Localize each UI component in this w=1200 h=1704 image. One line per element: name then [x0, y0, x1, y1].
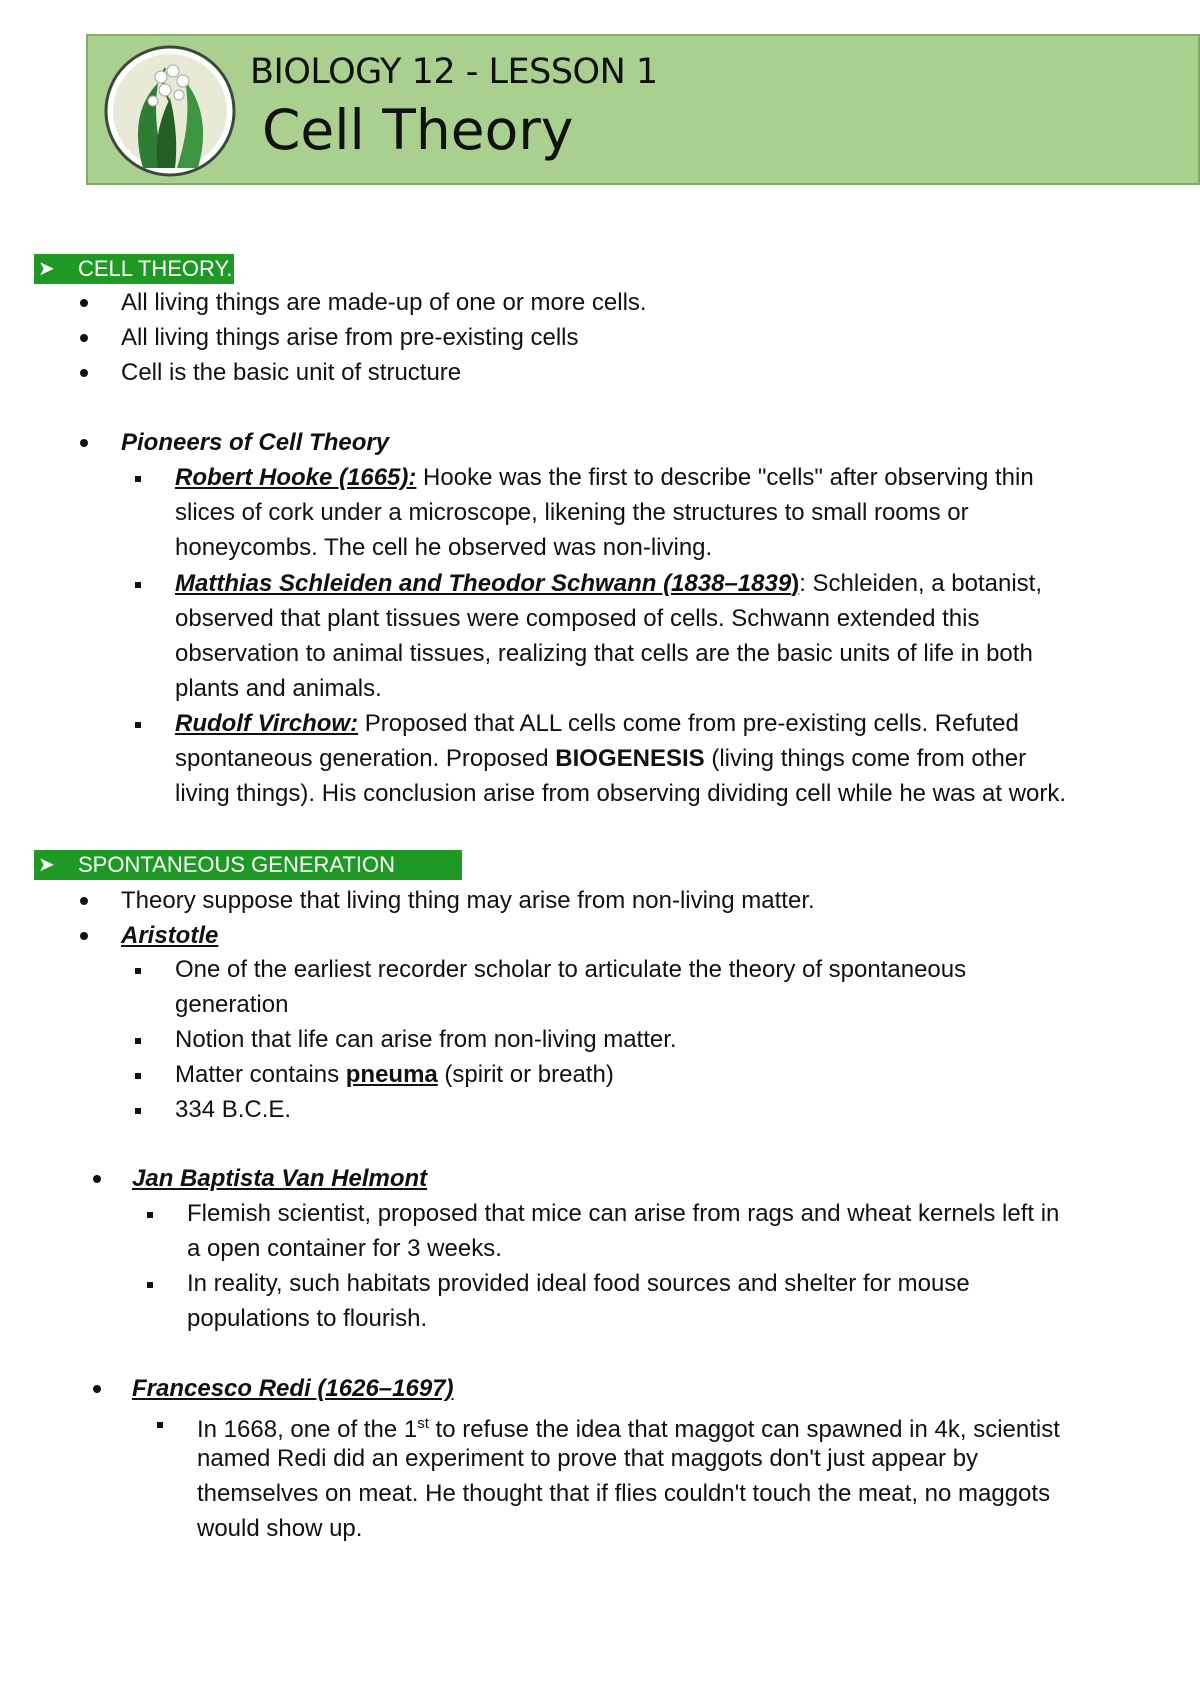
virchow-name: Rudolf Virchow:: [175, 710, 359, 737]
list-item: All living things are made-up of one or more cells.: [121, 289, 647, 316]
schleiden-name: Matthias Schleiden and Theodor Schwann (1838–1839: [175, 570, 792, 597]
bullet-icon: [80, 334, 88, 342]
lesson-label: BIOLOGY 12 - LESSON 1: [250, 52, 658, 92]
square-bullet-icon: [147, 1212, 153, 1218]
list-item-text: a open container for 3 weeks.: [187, 1235, 502, 1262]
square-bullet-icon: [135, 476, 141, 482]
list-item-text: living things). His conclusion arise from observing dividing cell while he was at work.: [175, 780, 1067, 807]
section-heading-spontaneous-generation: ➤ SPONTANEOUS GENERATION: [34, 850, 462, 880]
arrow-bullet-icon: ➤: [38, 854, 55, 876]
list-item-text: named Redi did an experiment to prove that maggots don't just appear by: [197, 1445, 979, 1472]
list-item: Theory suppose that living thing may arise from non-living matter.: [121, 887, 815, 914]
pneuma-term: pneuma: [345, 1061, 438, 1088]
list-item-schleiden: Matthias Schleiden and Theodor Schwann (1838–1839): Schleiden, a botanist,: [175, 570, 1043, 597]
hooke-name: Robert Hooke (1665):: [175, 464, 417, 491]
list-item-text: Notion that life can arise from non-living matter.: [175, 1026, 677, 1053]
list-item-text: observation to animal tissues, realizing that cells are the basic units of life in both: [175, 640, 1033, 667]
square-bullet-icon: [135, 582, 141, 588]
list-item-text: honeycombs. The cell he observed was non-living.: [175, 534, 713, 561]
list-item-text: slices of cork under a microscope, likening the structures to small rooms or: [175, 499, 969, 526]
helmont-heading: Jan Baptista Van Helmont: [132, 1165, 428, 1192]
list-item-text: themselves on meat. He thought that if flies couldn't touch the meat, no maggots: [197, 1480, 1051, 1507]
section-heading-cell-theory: ➤ CELL THEORY.: [34, 254, 234, 284]
list-item-text: generation: [175, 991, 289, 1018]
square-bullet-icon: [135, 968, 141, 974]
bullet-icon: [80, 932, 88, 940]
bullet-icon: [80, 439, 88, 447]
list-item-text: In 1668, one of the 1st to refuse the idea that maggot can spawned in 4k, scientist: [197, 1415, 1060, 1443]
square-bullet-icon: [135, 1108, 141, 1114]
bullet-icon: [80, 299, 88, 307]
square-bullet-icon: [135, 722, 141, 728]
list-item-text: plants and animals.: [175, 675, 382, 702]
bullet-icon: [93, 1385, 101, 1393]
list-item-text: In reality, such habitats provided ideal food sources and shelter for mouse: [187, 1270, 970, 1297]
lily-of-the-valley-icon: [103, 43, 238, 180]
list-item: All living things arise from pre-existing cells: [121, 324, 579, 351]
list-item-text: One of the earliest recorder scholar to articulate the theory of spontaneous: [175, 956, 967, 983]
biogenesis-term: BIOGENESIS: [555, 745, 705, 772]
list-item-text: would show up.: [197, 1515, 363, 1542]
list-item-text: populations to flourish.: [187, 1305, 428, 1332]
list-item-virchow: Rudolf Virchow: Proposed that ALL cells come from pre-existing cells. Refuted: [175, 710, 1019, 737]
arrow-bullet-icon: ➤: [38, 258, 55, 280]
redi-heading: Francesco Redi (1626–1697): [132, 1375, 454, 1402]
bullet-icon: [80, 369, 88, 377]
list-item-text: 334 B.C.E.: [175, 1096, 292, 1123]
pioneers-heading: Pioneers of Cell Theory: [121, 429, 390, 456]
bullet-icon: [80, 897, 88, 905]
list-item: Cell is the basic unit of structure: [121, 359, 462, 386]
bullet-icon: [93, 1175, 101, 1183]
list-item-text: Matter contains pneuma (spirit or breath): [175, 1061, 614, 1088]
list-item-text: spontaneous generation. Proposed BIOGENESIS (living things come from other: [175, 745, 1027, 772]
page-title: Cell Theory: [262, 98, 574, 162]
aristotle-heading: Aristotle: [121, 922, 219, 949]
square-bullet-icon: [147, 1282, 153, 1288]
list-item-text: observed that plant tissues were composed of cells. Schwann extended this: [175, 605, 980, 632]
list-item-hooke: Robert Hooke (1665): Hooke was the first to describe "cells" after observing thin: [175, 464, 1034, 491]
square-bullet-icon: [157, 1422, 163, 1428]
square-bullet-icon: [135, 1073, 141, 1079]
square-bullet-icon: [135, 1038, 141, 1044]
list-item-text: Flemish scientist, proposed that mice can arise from rags and wheat kernels left in: [187, 1200, 1060, 1227]
